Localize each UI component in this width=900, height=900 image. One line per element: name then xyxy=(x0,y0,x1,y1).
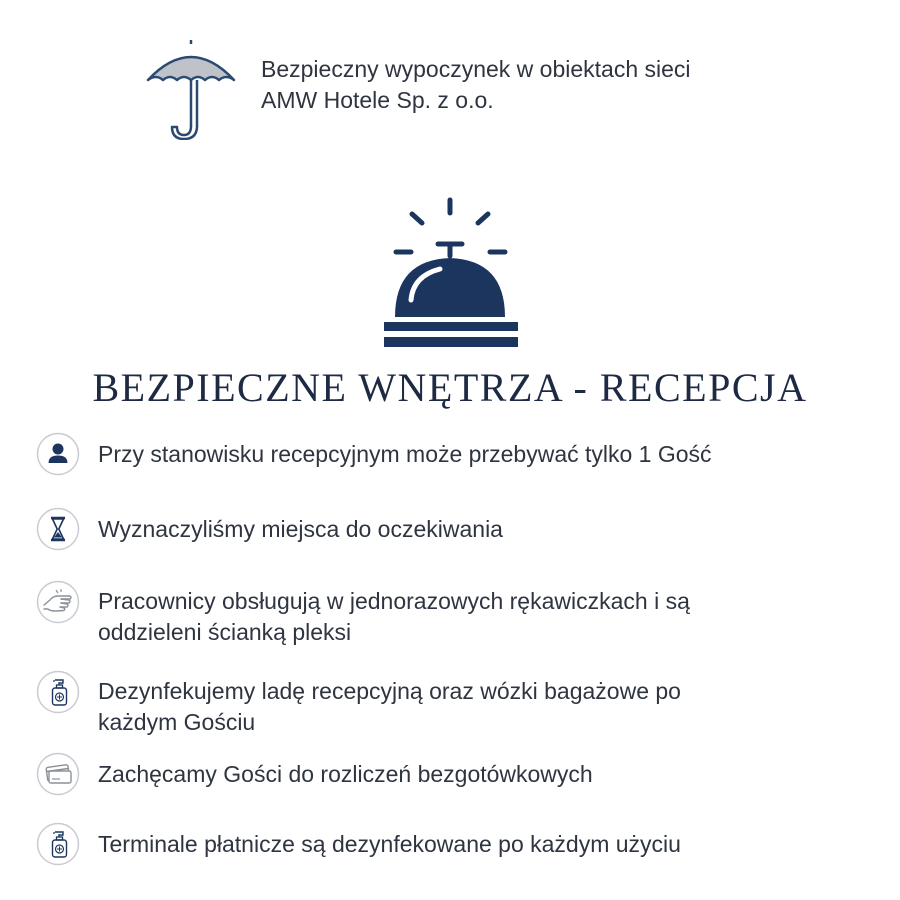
list-item-text xyxy=(98,759,858,790)
disinfectant-spray-icon xyxy=(36,670,80,714)
list-item-line: każdym Gościu xyxy=(98,709,256,735)
reception-bell-icon xyxy=(378,196,524,352)
hourglass-icon xyxy=(36,507,80,551)
umbrella-icon xyxy=(145,40,237,140)
list-item-line: Pracownicy obsługują w jednorazowych rękawiczkach i są xyxy=(98,588,690,614)
list-item-text xyxy=(98,829,858,860)
list-item-text xyxy=(98,439,858,470)
list-item-line: Wyznaczyliśmy miejsca do oczekiwania xyxy=(98,516,503,542)
list-item-line: Zachęcamy Gości do rozliczeń bezgotówkowych xyxy=(98,761,593,787)
tagline-line-2: AMW Hotele Sp. z o.o. xyxy=(261,87,494,113)
glove-hand-icon xyxy=(36,580,80,624)
list-item-text xyxy=(98,676,858,738)
list-item-text xyxy=(98,514,858,545)
disinfectant-spray-icon xyxy=(36,822,80,866)
person-icon xyxy=(36,432,80,476)
list-item-text xyxy=(98,586,858,648)
payment-card-icon xyxy=(36,752,80,796)
tagline-line-1: Bezpieczny wypoczynek w obiektach sieci xyxy=(261,56,691,82)
page-title: BEZPIECZNE WNĘTRZA - RECEPCJA xyxy=(92,365,808,410)
list-item-line: Terminale płatnicze są dezynfekowane po każdym użyciu xyxy=(98,831,681,857)
list-item-line: Przy stanowisku recepcyjnym może przebywać tylko 1 Gość xyxy=(98,441,712,467)
list-item-line: Dezynfekujemy ladę recepcyjną oraz wózki bagażowe po xyxy=(98,678,681,704)
list-item-line: oddzieleni ścianką pleksi xyxy=(98,619,352,645)
tagline xyxy=(261,54,821,116)
header xyxy=(145,40,845,140)
